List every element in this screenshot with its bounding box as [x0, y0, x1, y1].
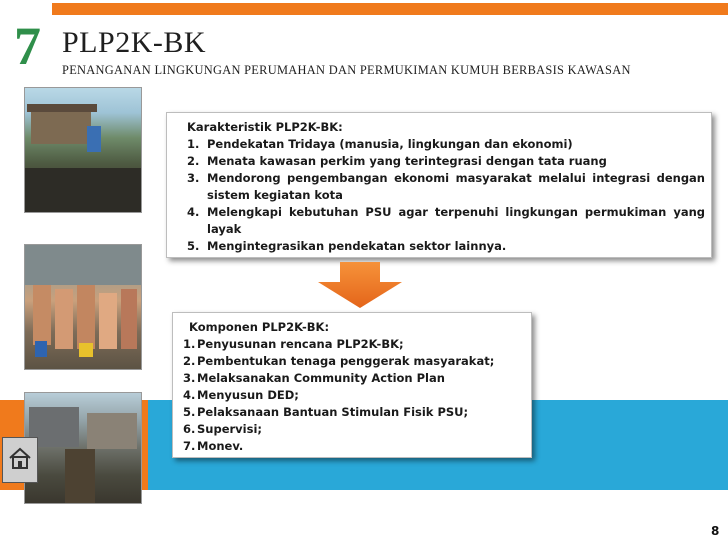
list-item: 6. Supervisi;	[183, 422, 262, 436]
karakteristik-box	[166, 112, 712, 258]
karakteristik-heading: Karakteristik PLP2K-BK:	[187, 120, 343, 134]
page-number: 8	[711, 524, 720, 538]
list-item: 2. Menata kawasan perkim yang terintegrasi dengan tata ruang	[187, 154, 607, 168]
top-accent-bar	[52, 3, 728, 15]
list-item: 3. Melaksanakan Community Action Plan	[183, 371, 445, 385]
list-item: 1. Pendekatan Tridaya (manusia, lingkungan dan ekonomi)	[187, 137, 573, 151]
photo-wooden-walkway	[24, 392, 142, 504]
down-arrow-icon	[318, 262, 402, 308]
home-icon	[7, 446, 33, 475]
home-button[interactable]	[2, 437, 38, 483]
page-subtitle: PENANGANAN LINGKUNGAN PERUMAHAN DAN PERMUKIMAN KUMUH BERBASIS KAWASAN	[62, 63, 631, 77]
komponen-list	[183, 336, 494, 455]
photo-slum-houses	[24, 87, 142, 213]
list-item: 2. Pembentukan tenaga penggerak masyarakat;	[183, 354, 495, 368]
page-title: PLP2K-BK	[62, 26, 207, 59]
list-item: 1. Penyusunan rencana PLP2K-BK;	[183, 337, 404, 351]
list-item: 7. Monev.	[183, 439, 244, 453]
list-item: 4. Menyusun DED;	[183, 388, 299, 402]
list-item: 5. Pelaksanaan Bantuan Stimulan Fisik PSU;	[183, 405, 469, 419]
karakteristik-list	[187, 136, 705, 255]
photo-children	[24, 244, 142, 370]
komponen-box	[172, 312, 532, 458]
page-number-blue-band: 8	[673, 503, 682, 517]
komponen-heading: Komponen PLP2K-BK:	[189, 320, 330, 334]
section-number: 7	[14, 16, 41, 76]
list-item: 4. Melengkapi kebutuhan PSU agar terpenuhi lingkungan permukiman yang layak	[187, 205, 705, 236]
list-item: 3. Mendorong pengembangan ekonomi masyarakat melalui integrasi dengan sistem kegiatan kota	[187, 171, 705, 202]
list-item: 5. Mengintegrasikan pendekatan sektor lainnya.	[187, 239, 507, 253]
